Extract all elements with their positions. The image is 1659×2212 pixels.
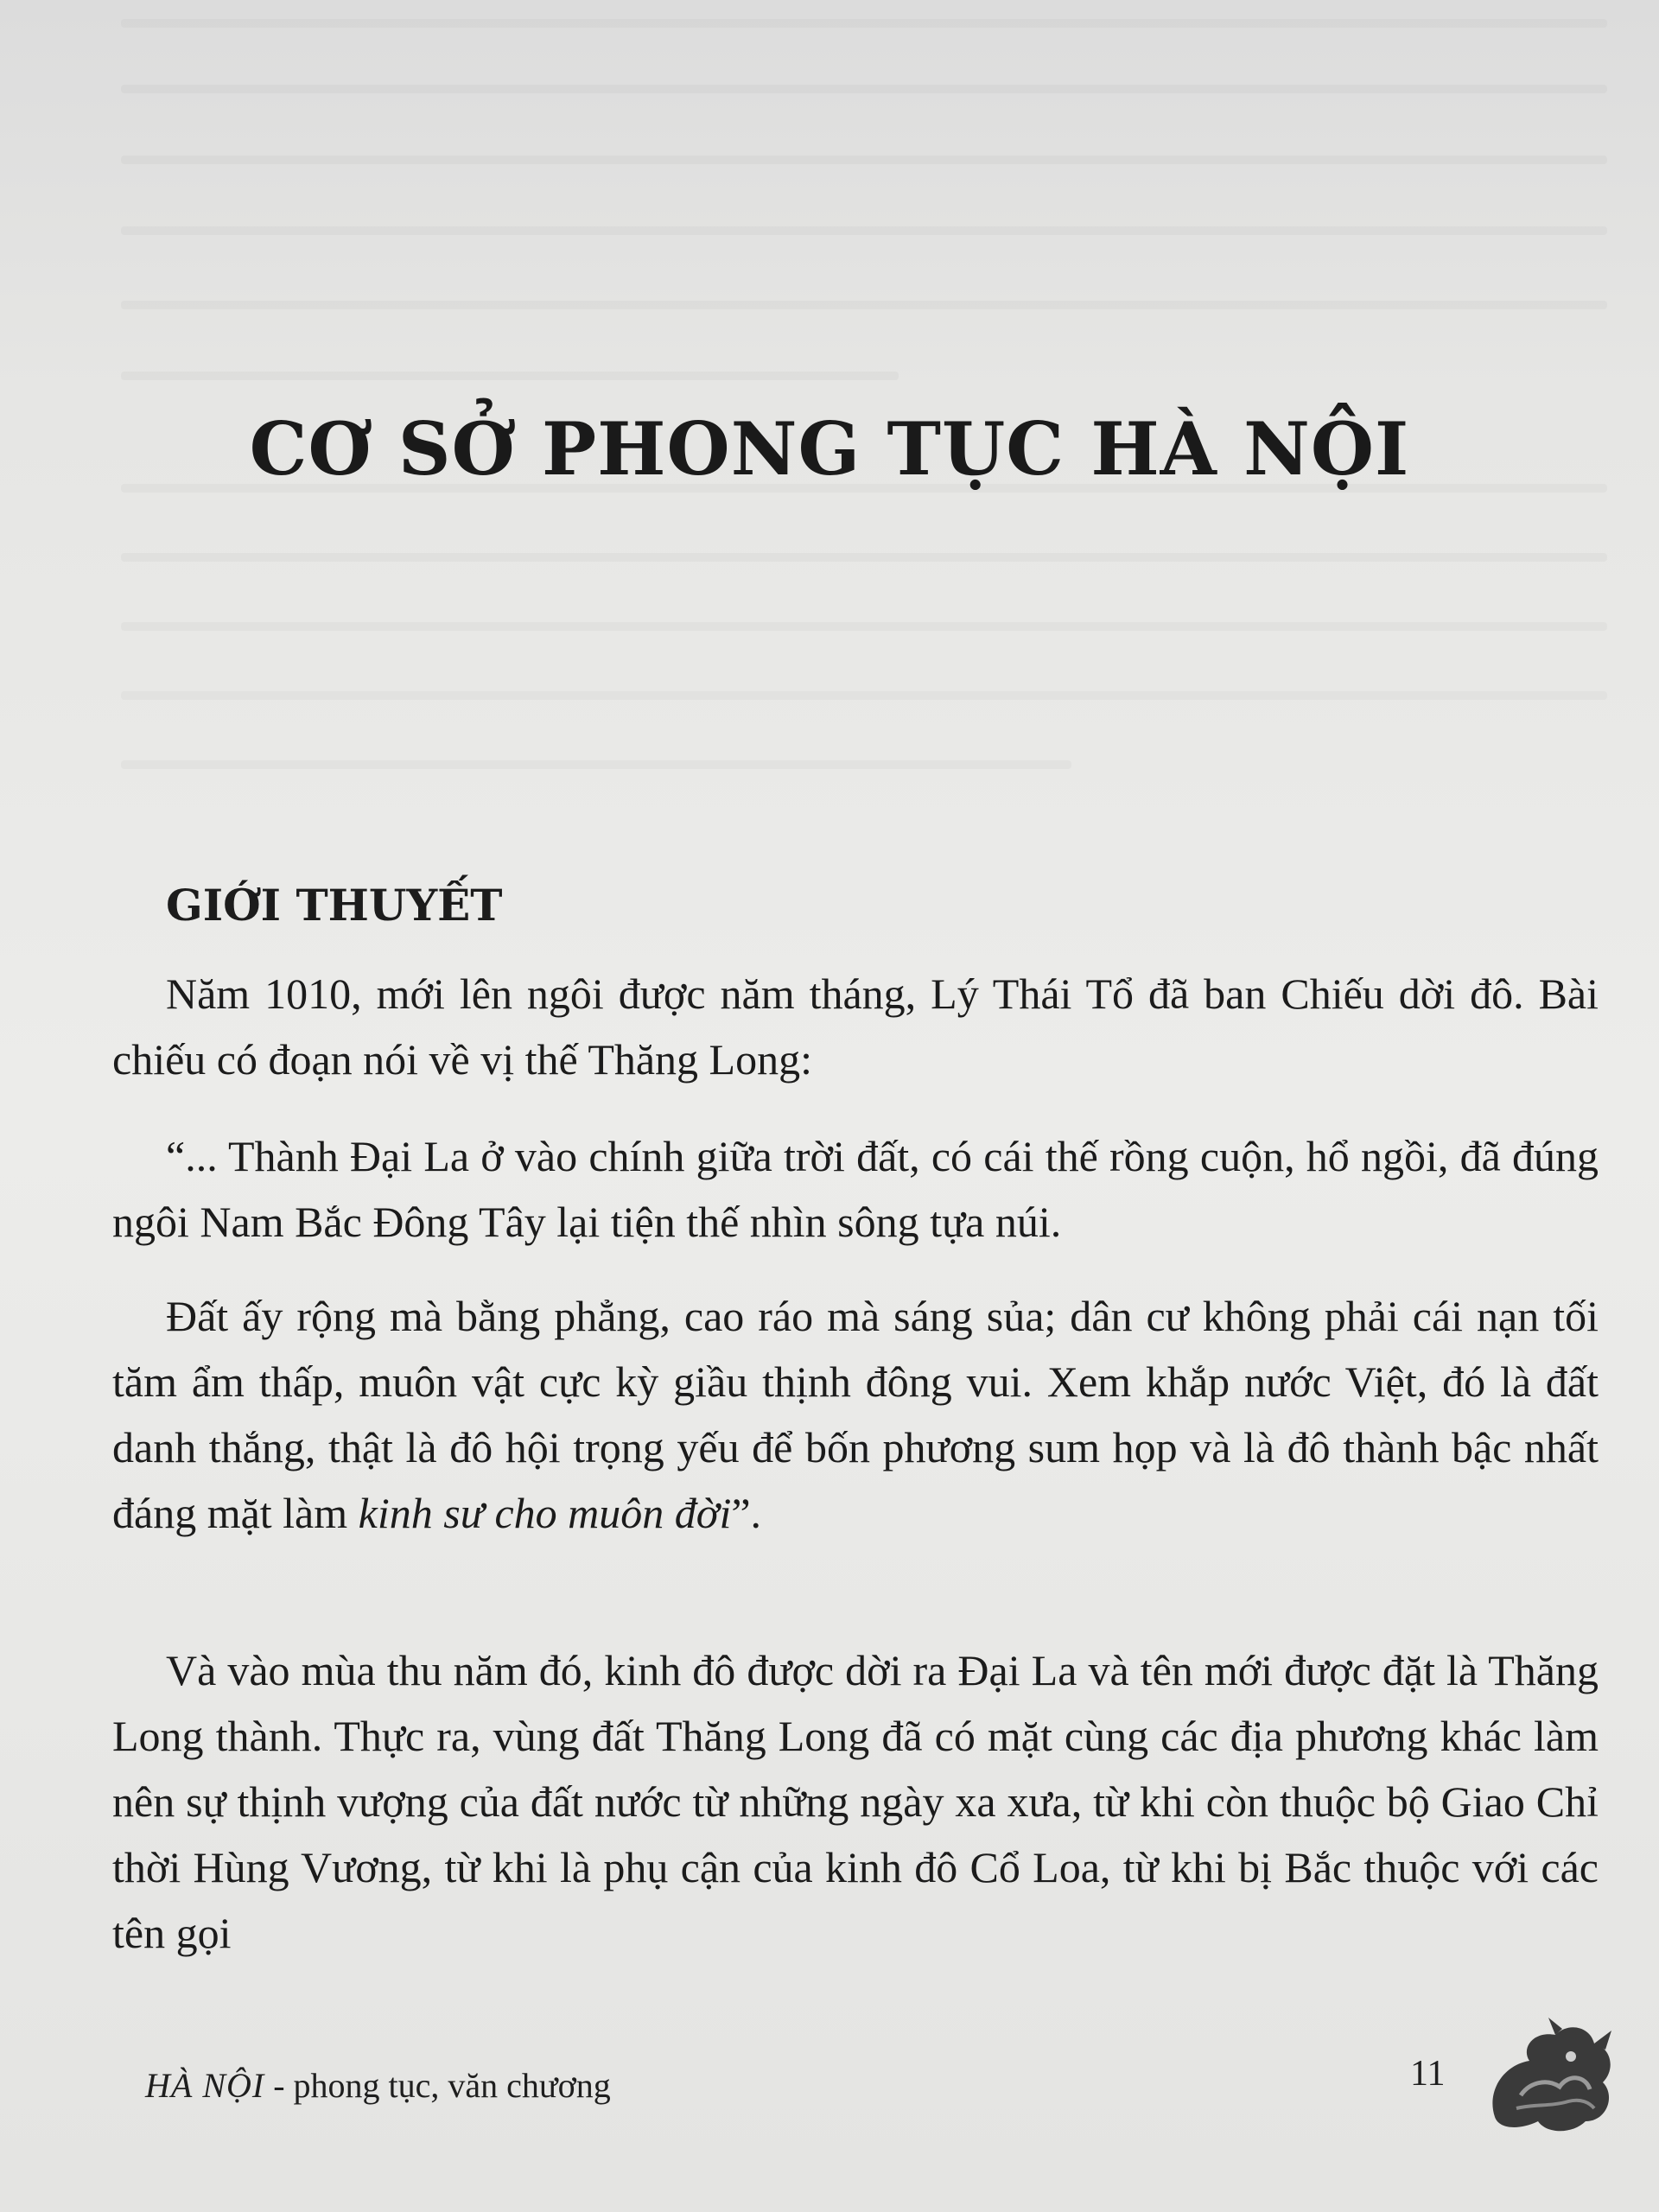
quote-paragraph-1: “... Thành Đại La ở vào chính giữa trời đất, có cái thế rồng cuộn, hổ ngồi, đã đúng ngôi Nam Bắc Đông Tây lại tiện thế nhìn sông tựa núi. (112, 1132, 1599, 1246)
paragraph-1-text: Năm 1010, mới lên ngôi được năm tháng, Lý Thái Tổ đã ban Chiếu dời đô. Bài chiếu có đoạn nói về vị thế Thăng Long: (112, 969, 1599, 1084)
paragraph-3 (112, 1283, 1599, 1546)
paragraph-4-text: Và vào mùa thu năm đó, kinh đô được dời ra Đại La và tên mới được đặt là Thăng Long thành. Thực ra, vùng đất Thăng Long đã có mặt cùng các địa phương khác làm nên sự thịnh vượng của đất nước từ những ngày xa xưa, từ khi còn thuộc bộ Giao Chỉ thời Hùng Vương, từ khi là phụ cận của kinh đô Cổ Loa, từ khi bị Bắc thuộc với các tên gọi (112, 1646, 1599, 1957)
paragraph-4 (112, 1637, 1599, 1966)
dragon-ornament-icon (1469, 2013, 1624, 2143)
quote-closing: ”. (731, 1489, 762, 1537)
page-title: CƠ SỞ PHONG TỤC HÀ NỘI (249, 406, 1410, 492)
running-footer (145, 2065, 611, 2106)
footer-subtitle: phong tục, văn chương (293, 2066, 611, 2105)
footer-series-title: HÀ NỘI (145, 2066, 265, 2105)
quote-paragraph-2 (112, 1283, 1599, 1546)
paragraph-2 (112, 1123, 1599, 1255)
section-heading: GIỚI THUYẾT (166, 880, 503, 931)
footer-separator: - (264, 2066, 294, 2105)
quote-paragraph-2-text: Đất ấy rộng mà bằng phẳng, cao ráo mà sáng sủa; dân cư không phải cái nạn tối tăm ẩm thấp, muôn vật cực kỳ giầu thịnh đông vui. Xem khắp nước Việt, đó là đất danh thắng, thật là đô hội trọng yếu để bốn phương sum họp và là đô thành bậc nhất đáng mặt làm (112, 1292, 1599, 1537)
paragraph-1 (112, 961, 1599, 1092)
page-number: 11 (1410, 2054, 1446, 2094)
quote-italic-phrase: kinh sư cho muôn đời (358, 1489, 732, 1537)
